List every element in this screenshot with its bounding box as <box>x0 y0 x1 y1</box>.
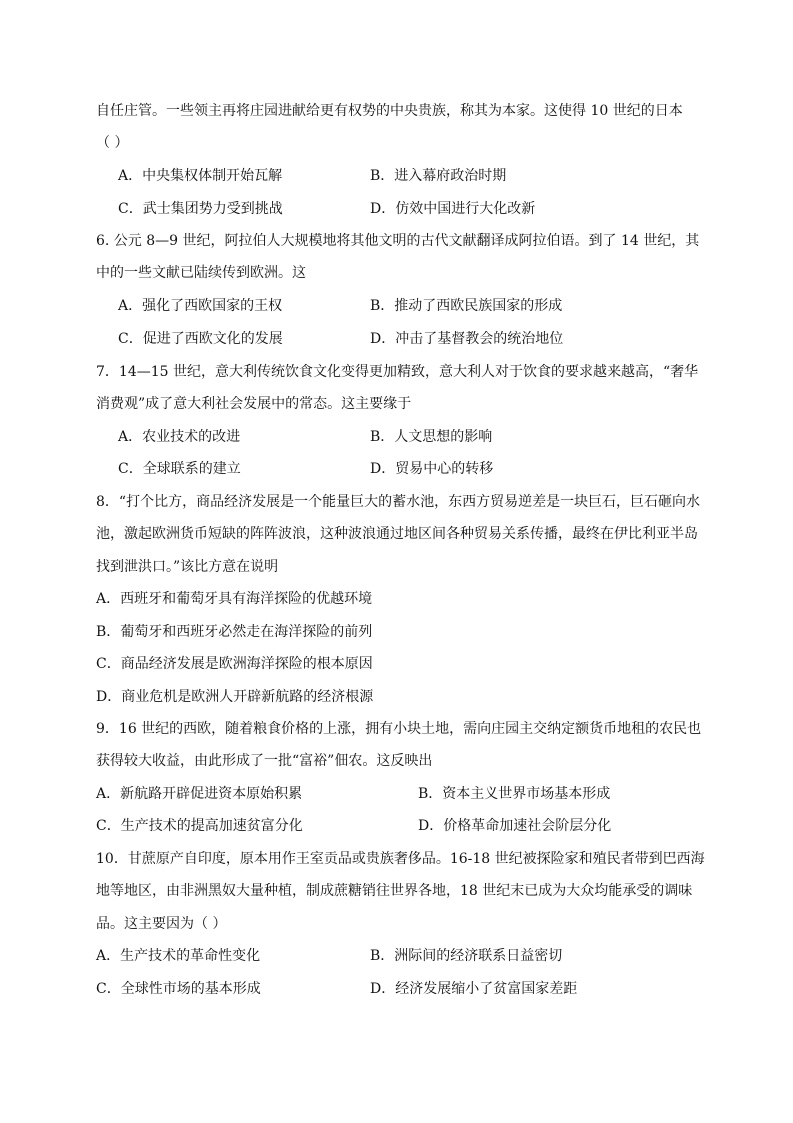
q10-stem-line: 地等地区，由非洲黑奴大量种植，制成蔗糖销往世界各地，18 世纪末已成为大众均能承受的调味 <box>96 883 693 899</box>
q6-option-d: D．冲击了基督教会的统治地位 <box>370 331 564 347</box>
q10-stem-line: 10．甘蔗原产自印度，原本用作王室贡品或贵族奢侈品。16-18 世纪被探险家和殖民者带到巴西海 <box>96 851 705 867</box>
q10-stem-line: 品。这主要因为（ ） <box>96 916 227 932</box>
q8-stem-line: 找到泄洪口。”该比方意在说明 <box>96 559 279 575</box>
q5-option-b: B．进入幕府政治时期 <box>370 168 507 184</box>
q5-option-a: A．中央集权体制开始瓦解 <box>118 168 283 184</box>
q5-option-d: D．仿效中国进行大化改新 <box>370 201 536 217</box>
q7-stem-line: 消费观”成了意大利社会发展中的常态。这主要缘于 <box>96 396 412 412</box>
q7-stem-line: 7．14—15 世纪，意大利传统饮食文化变得更加精致，意大利人对于饮食的要求越来越高，“奢华 <box>96 364 699 380</box>
q9-option-c: C．生产技术的提高加速贫富分化 <box>96 818 303 834</box>
q6-stem-line: 中的一些文献已陆续传到欧洲。这 <box>96 265 306 281</box>
q8-stem-line: 8．“打个比方，商品经济发展是一个能量巨大的蓄水池，东西方贸易逆差是一块巨石，巨石砸向水 <box>96 494 701 510</box>
q9-option-a: A．新航路开辟促进资本原始积累 <box>96 786 303 802</box>
q9-stem-line: 9．16 世纪的西欧，随着粮食价格的上涨，拥有小块土地，需向庄园主交纳定额货币地租的农民也 <box>96 721 702 737</box>
q7-option-b: B．人文思想的影响 <box>370 429 493 445</box>
q6-option-a: A．强化了西欧国家的王权 <box>118 298 283 314</box>
q8-option-c: C．商品经济发展是欧洲海洋探险的根本原因 <box>96 656 373 672</box>
q10-option-d: D．经济发展缩小了贫富国家差距 <box>370 981 578 997</box>
q5-option-c: C．武士集团势力受到挑战 <box>118 201 283 217</box>
q8-option-b: B．葡萄牙和西班牙必然走在海洋探险的前列 <box>96 624 373 640</box>
q8-stem-line: 池，激起欧洲货币短缺的阵阵波浪，这种波浪通过地区间各种贸易关系传播，最终在伊比利亚半岛 <box>96 526 698 542</box>
q6-stem-line: 6. 公元 8—9 世纪，阿拉伯人大规模地将其他文明的古代文献翻译成阿拉伯语。到了 14 世纪，其 <box>96 233 700 249</box>
q10-option-c: C．全球性市场的基本形成 <box>96 981 261 997</box>
q8-option-d: D．商业危机是欧洲人开辟新航路的经济根源 <box>96 689 374 705</box>
q5-stem-line: （ ） <box>96 135 129 151</box>
q7-option-c: C．全球联系的建立 <box>118 461 241 477</box>
q7-option-a: A．农业技术的改进 <box>118 429 241 445</box>
q6-option-b: B．推动了西欧民族国家的形成 <box>370 298 563 314</box>
q9-stem-line: 获得较大收益，由此形成了一批“富裕”佃农。这反映出 <box>96 753 433 769</box>
q10-option-a: A．生产技术的革命性变化 <box>96 948 261 964</box>
q5-stem-line: 自任庄管。一些领主再将庄园进献给更有权势的中央贵族，称其为本家。这使得 10 世纪的日本 <box>96 103 683 119</box>
q9-option-d: D．价格革命加速社会阶层分化 <box>418 818 612 834</box>
q6-option-c: C．促进了西欧文化的发展 <box>118 331 283 347</box>
q8-option-a: A．西班牙和葡萄牙具有海洋探险的优越环境 <box>96 591 373 607</box>
q7-option-d: D．贸易中心的转移 <box>370 461 494 477</box>
q10-option-b: B．洲际间的经济联系日益密切 <box>370 948 563 964</box>
q9-option-b: B．资本主义世界市场基本形成 <box>418 786 611 802</box>
